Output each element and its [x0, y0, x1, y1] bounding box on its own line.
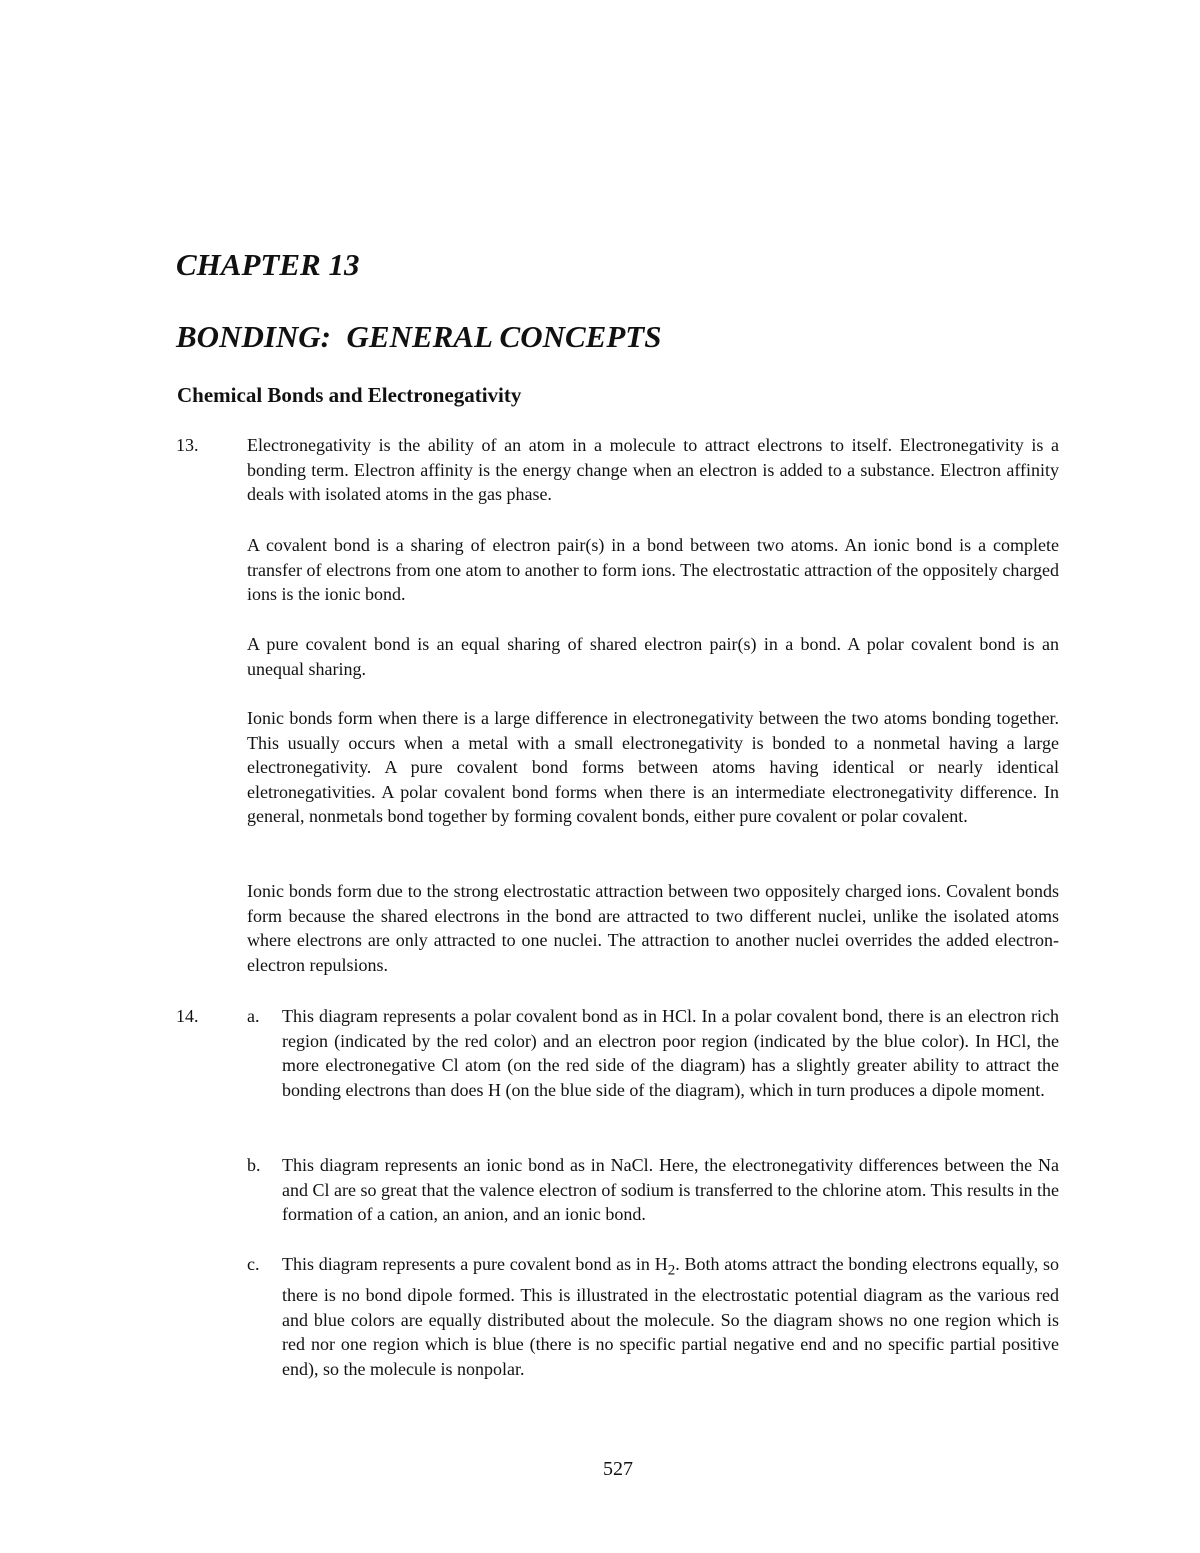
- question-number-14: 14.: [176, 1006, 199, 1026]
- q13-paragraph-1: Electronegativity is the ability of an atom in a molecule to attract electrons to itself. Electronegativity is a bonding term. Electron affinity is the energy change when an electron is added to a substance. Electron affinity deals with isolated atoms in the gas phase.: [247, 435, 1059, 504]
- chapter-title: CHAPTER 13: [176, 247, 360, 282]
- q14-part-c-text: [282, 1252, 1059, 1381]
- q13-paragraph-3: A pure covalent bond is an equal sharing of shared electron pair(s) in a bond. A polar covalent bond is an unequal sharing.: [247, 634, 1059, 679]
- question-number-13: 13.: [176, 435, 199, 455]
- q14-part-c-text-before: This diagram represents a pure covalent bond as in H: [282, 1254, 668, 1274]
- chapter-subtitle: BONDING: GENERAL CONCEPTS: [176, 319, 662, 354]
- section-heading: Chemical Bonds and Electronegativity: [177, 383, 522, 407]
- q14-part-a-letter: a.: [247, 1006, 260, 1026]
- q14-part-c-letter: c.: [247, 1254, 260, 1274]
- q14-part-b-letter: b.: [247, 1155, 261, 1175]
- q14-part-c-text-after: . Both atoms attract the bonding electrons equally, so there is no bond dipole formed. This is illustrated in the electrostatic potential diagram as the various red and blue colors are equally distributed about the molecule. So the diagram shows no one region which is red nor one region which is blue (there is no specific partial negative end and no specific partial positive end), so the molecule is nonpolar.: [282, 1254, 1059, 1379]
- q13-paragraph-5: Ionic bonds form due to the strong electrostatic attraction between two oppositely charged ions. Covalent bonds form because the shared electrons in the bond are attracted to two different nuclei, unlike the isolated atoms where electrons are only attracted to one nuclei. The attraction to another nuclei overrides the added electron-electron repulsions.: [247, 881, 1059, 975]
- q13-paragraph-2: A covalent bond is a sharing of electron pair(s) in a bond between two atoms. An ionic bond is a complete transfer of electrons from one atom to another to form ions. The electrostatic attraction of the oppositely charged ions is the ionic bond.: [247, 535, 1059, 604]
- q14-part-a-text: This diagram represents a polar covalent bond as in HCl. In a polar covalent bond, there is an electron rich region (indicated by the red color) and an electron poor region (indicated by the blue color). In HCl, the more electronegative Cl atom (on the red side of the diagram) has a slightly greater ability to attract the bonding electrons than does H (on the blue side of the diagram), which in turn produces a dipole moment.: [282, 1006, 1059, 1100]
- q14-part-c-subscript: 2: [667, 1262, 676, 1279]
- page-number: 527: [603, 1458, 633, 1480]
- q13-paragraph-4: Ionic bonds form when there is a large difference in electronegativity between the two atoms bonding together. This usually occurs when a metal with a small electronegativity is bonded to a nonmetal having a large electronegativity. A pure covalent bond forms between atoms having identical or nearly identical eletronegativities. A polar covalent bond forms when there is an intermediate electronegativity difference. In general, nonmetals bond together by forming covalent bonds, either pure covalent or polar covalent.: [247, 708, 1059, 826]
- q14-part-b-text: This diagram represents an ionic bond as in NaCl. Here, the electronegativity differences between the Na and Cl are so great that the valence electron of sodium is transferred to the chlorine atom. This results in the formation of a cation, an anion, and an ionic bond.: [282, 1155, 1059, 1224]
